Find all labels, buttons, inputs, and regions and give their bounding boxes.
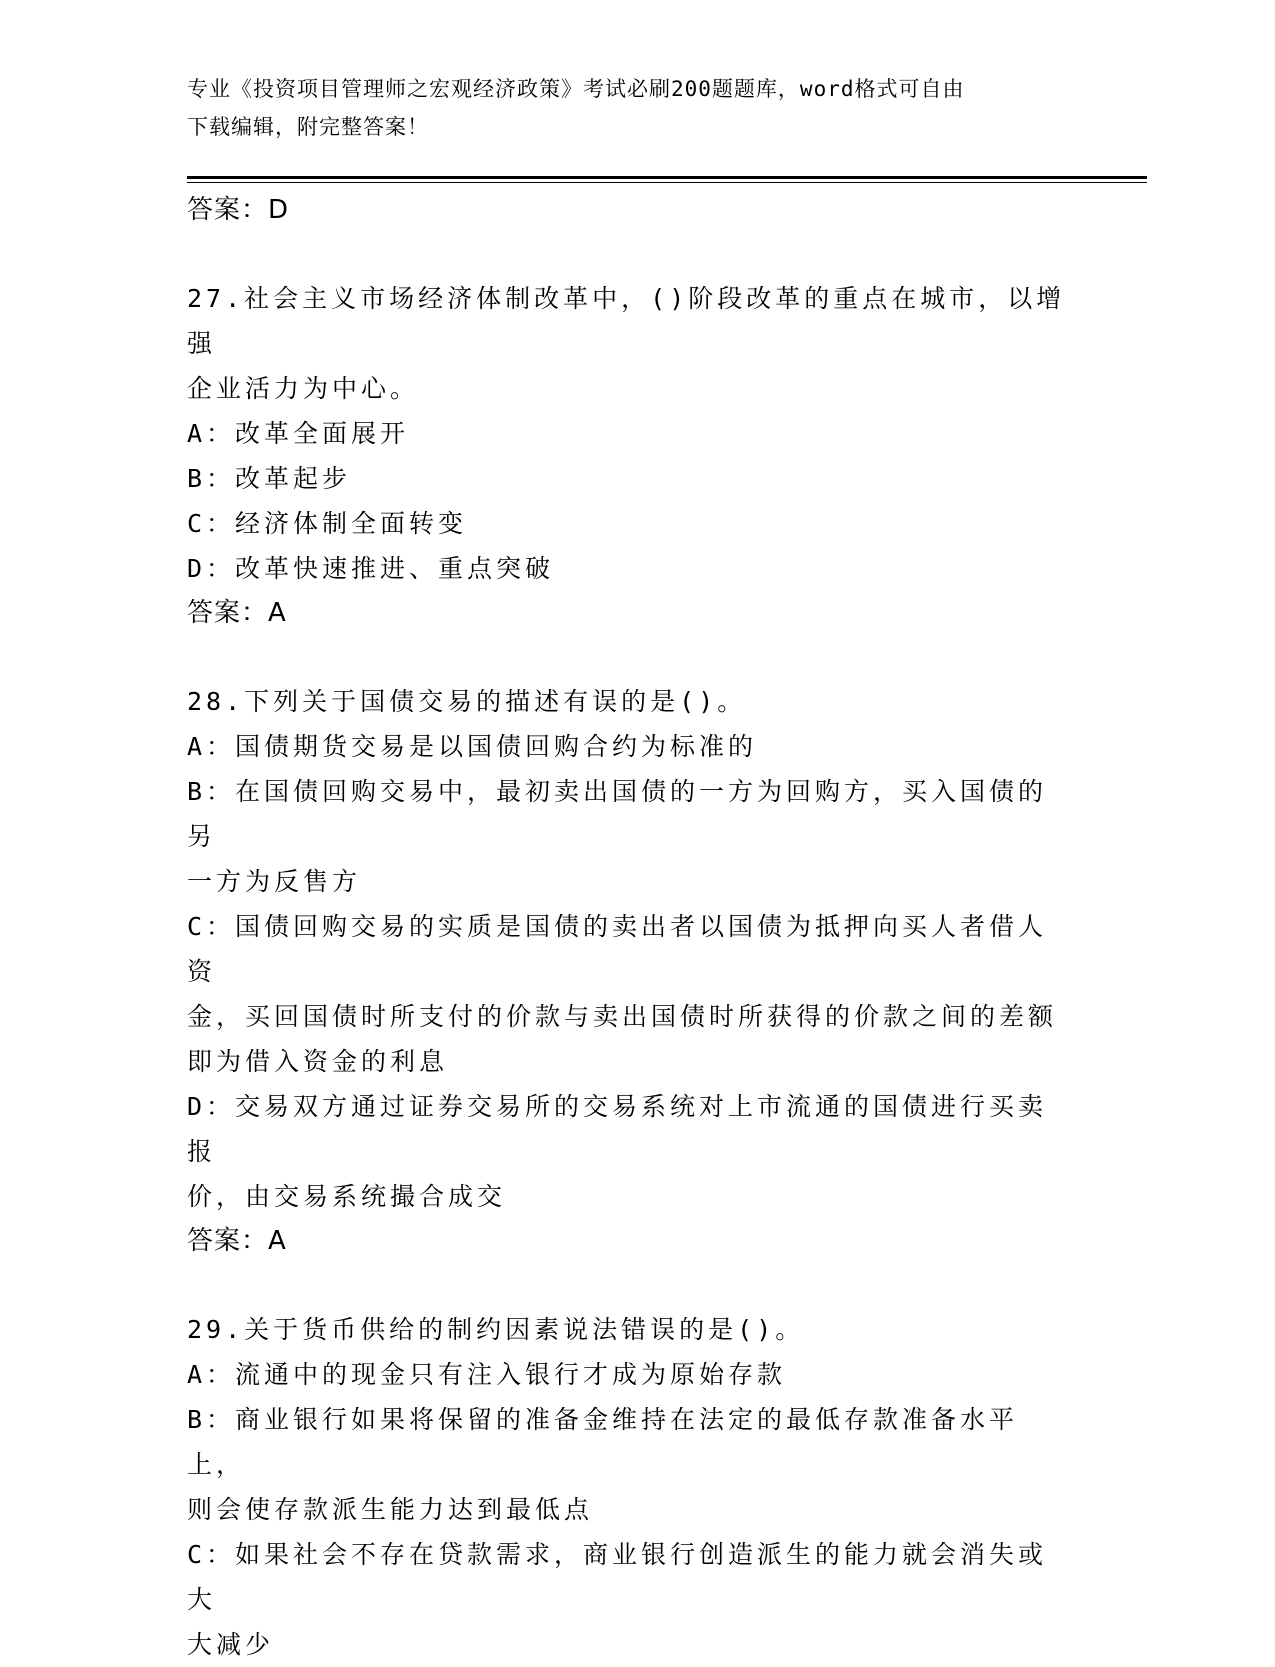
- option-c-continued: 大减少: [187, 1630, 275, 1659]
- option-b: B：改革起步: [187, 464, 352, 493]
- option-a: A：改革全面展开: [187, 419, 410, 448]
- option-c: C：经济体制全面转变: [187, 509, 468, 538]
- option-b-continued: 一方为反售方: [187, 867, 362, 896]
- header-line-1: 专业《投资项目管理师之宏观经济政策》考试必刷200题题库，word格式可自由: [187, 77, 965, 101]
- spacer: [187, 635, 1067, 679]
- question-content: [187, 188, 1067, 1667]
- question-stem-line: 27.社会主义市场经济体制改革中，()阶段改革的重点在城市，以增强: [187, 284, 1066, 358]
- option-a: A：流通中的现金只有注入银行才成为原始存款: [187, 1360, 787, 1389]
- option-a: A：国债期货交易是以国债回购合约为标准的: [187, 732, 758, 761]
- spacer: [187, 232, 1067, 276]
- answer-label: 答案：A: [187, 598, 287, 628]
- question-27: [187, 276, 1067, 635]
- option-b: B：在国债回购交易中，最初卖出国债的一方为回购方，买入国债的另: [187, 777, 1048, 851]
- question-stem-line: 28.下列关于国债交易的描述有误的是()。: [187, 687, 747, 716]
- option-d: D：改革快速推进、重点突破: [187, 554, 555, 583]
- header-divider-thin: [187, 182, 1147, 183]
- option-d: D：交易双方通过证券交易所的交易系统对上市流通的国债进行买卖报: [187, 1092, 1048, 1166]
- spacer: [187, 1263, 1067, 1307]
- option-b-continued: 则会使存款派生能力达到最低点: [187, 1495, 594, 1524]
- header-divider-thick: [187, 176, 1147, 179]
- option-c-continued: 金，买回国债时所支付的价款与卖出国债时所获得的价款之间的差额: [187, 1002, 1058, 1031]
- question-stem-line: 29.关于货币供给的制约因素说法错误的是()。: [187, 1315, 805, 1344]
- option-c-continued: 即为借入资金的利息: [187, 1047, 449, 1076]
- option-c: C：国债回购交易的实质是国债的卖出者以国债为抵押向买人者借人资: [187, 912, 1048, 986]
- answer-label: 答案：A: [187, 1226, 287, 1256]
- header-line-2: 下载编辑，附完整答案！: [187, 115, 429, 139]
- option-d-continued: 价，由交易系统撮合成交: [187, 1182, 507, 1211]
- question-29: [187, 1307, 1067, 1667]
- question-28: [187, 679, 1067, 1263]
- answer-label: 答案：D: [187, 195, 290, 225]
- question-stem-line: 企业活力为中心。: [187, 374, 420, 403]
- option-c: C：如果社会不存在贷款需求，商业银行创造派生的能力就会消失或大: [187, 1540, 1048, 1614]
- option-b: B：商业银行如果将保留的准备金维持在法定的最低存款准备水平上，: [187, 1405, 1019, 1479]
- page-header: [187, 70, 1057, 146]
